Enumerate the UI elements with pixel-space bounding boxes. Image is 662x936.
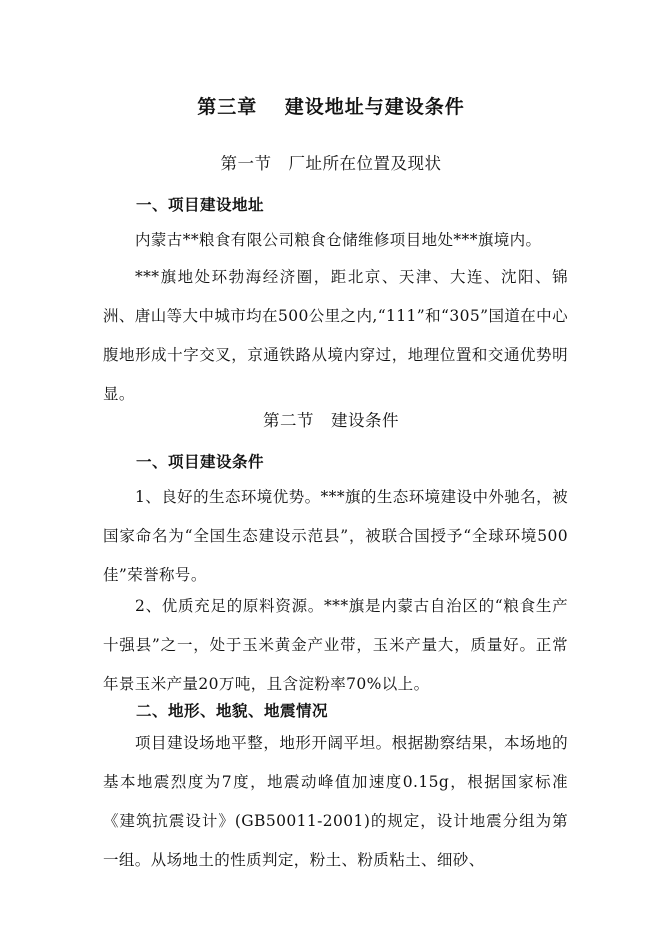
chapter-title: 第三章 建设地址与建设条件 — [197, 96, 465, 118]
section-title-conditions: 第二节 建设条件 — [263, 411, 399, 430]
paragraph-project-location: 内蒙古**粮食有限公司粮食仓储维修项目地处***旗境内。 — [135, 231, 542, 249]
paragraph-raw-material: 2、优质充足的原料资源。***旗是内蒙古自治区的“粮食生产十强县”之一，处于玉米黄金产业带，玉米产量大，质量好。正常年景玉米产量20万吨，且含淀粉率70%以上。 — [103, 597, 568, 693]
heading-construction-address: 一、项目建设地址 — [136, 195, 265, 214]
heading-construction-conditions: 一、项目建设条件 — [136, 452, 265, 471]
heading-terrain-earthquake: 二、地形、地貌、地震情况 — [136, 701, 329, 720]
paragraph-terrain-details: 项目建设场地平整，地形开阔平坦。根据勘察结果，本场地的基本地震烈度为7度，地震动峰值加速度0.15g，根据国家标准《建筑抗震设计》(GB50011-2001)的规定，设计地震分组为第一组。从场地土的性质判定，粉土、粉质粘土、细砂、 — [103, 734, 568, 869]
paragraph-geographic-advantage: ***旗地处环勃海经济圈，距北京、天津、大连、沈阳、锦洲、唐山等大中城市均在500公里之内,“111”和“305”国道在中心腹地形成十字交叉，京通铁路从境内穿过，地理位置和交通优势明显。 — [103, 268, 568, 403]
section-title-location: 第一节 厂址所在位置及现状 — [220, 154, 442, 173]
paragraph-ecological-advantage: 1、良好的生态环境优势。***旗的生态环境建设中外驰名，被国家命名为“全国生态建设示范县”，被联合国授予“全球环境500佳”荣誉称号。 — [103, 488, 568, 584]
